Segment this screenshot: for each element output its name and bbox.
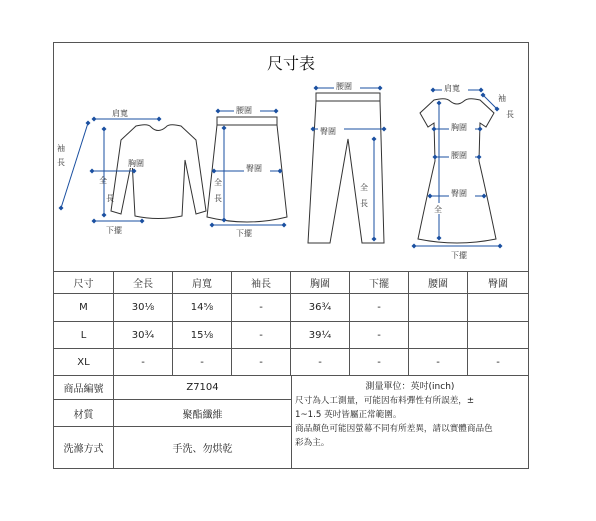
pants-length-label-b: 長 — [360, 199, 368, 208]
table-cell: - — [200, 356, 204, 368]
pants-hip-label: 臀圍 — [320, 127, 336, 136]
pants-length-label-a: 全 — [360, 183, 368, 192]
pants-outline — [308, 101, 384, 243]
header-chest: 胸圍 — [310, 279, 330, 290]
table-cell: - — [377, 302, 381, 313]
table-cell: - — [496, 356, 500, 368]
top-shoulder-label: 肩寬 — [112, 109, 128, 118]
wash-value: 手洗、勿烘乾 — [172, 444, 233, 455]
unit-note: 測量單位：英吋(inch) — [365, 381, 455, 392]
top-outline — [111, 125, 206, 219]
top-sleeve-arrow — [61, 123, 88, 208]
table-cell: 36¾ — [308, 302, 332, 313]
note-line: 1~1.5 英吋皆屬正常範圍。 — [295, 410, 402, 420]
table-cell: - — [259, 302, 263, 313]
table-cell: - — [377, 329, 381, 341]
dress-sleeve-label-b: 長 — [506, 110, 514, 119]
table-cell: 30¾ — [131, 329, 155, 341]
dress-hip-label: 臀圍 — [451, 189, 467, 198]
skirt-figure — [207, 104, 287, 238]
top-length-label-b: 長 — [106, 194, 114, 203]
dress-length-label: 全 — [434, 205, 442, 214]
table-cell — [409, 322, 467, 348]
top-sleeve-label-a: 袖 — [57, 144, 65, 153]
dress-sleeve-arrow — [483, 95, 497, 109]
skirt-chest-label: 臀圍 — [246, 164, 262, 173]
skirt-length-label-a: 全 — [214, 178, 222, 187]
top-figure — [57, 107, 206, 235]
table-cell — [468, 322, 528, 348]
note-line: 商品顏色可能因螢幕不同有所差異，請以實體商品色 — [295, 424, 493, 434]
product-code-label: 商品編號 — [63, 384, 104, 395]
top-sleeve-label-b: 長 — [57, 158, 65, 167]
dress-sleeve-label-a: 袖 — [498, 94, 506, 103]
table-cell — [409, 294, 467, 321]
size-chart-sheet — [53, 42, 529, 469]
header-length: 全長 — [133, 279, 153, 290]
header-hem: 下擺 — [369, 279, 389, 290]
dress-hem-label: 下擺 — [451, 251, 467, 260]
material-value: 聚酯纖維 — [182, 409, 223, 421]
material-label: 材質 — [73, 409, 94, 421]
table-cell: M — [79, 302, 88, 313]
skirt-outline — [207, 125, 287, 222]
top-hem-label: 下擺 — [106, 226, 122, 235]
top-length-label-a: 全 — [99, 176, 107, 185]
table-cell: 15⅛ — [190, 329, 214, 341]
skirt-waist-label: 腰圍 — [236, 106, 252, 115]
dress-chest-label: 胸圍 — [451, 123, 467, 132]
header-waist: 腰圍 — [428, 279, 448, 290]
table-cell: - — [318, 356, 322, 368]
measurement-notes — [295, 394, 527, 450]
top-chest-label: 胸圍 — [128, 159, 144, 168]
table-cell: - — [377, 356, 381, 368]
table-cell: - — [436, 356, 440, 368]
header-size: 尺寸 — [73, 279, 94, 290]
header-shoulder: 肩寬 — [192, 279, 212, 290]
note-line: 彩為主。 — [295, 438, 330, 448]
table-cell: L — [80, 329, 87, 341]
dress-outline — [418, 99, 496, 243]
product-code-value: Z7104 — [186, 382, 219, 393]
table-cell: - — [259, 356, 263, 368]
table-cell — [468, 294, 528, 321]
wash-label: 洗滌方式 — [63, 444, 104, 455]
pants-figure — [308, 80, 384, 243]
table-cell: - — [141, 356, 145, 368]
table-cell: 30⅛ — [131, 302, 155, 313]
table-cell: XL — [77, 356, 90, 368]
pants-waist-label: 腰圍 — [336, 82, 352, 91]
skirt-length-label-b: 長 — [214, 194, 222, 203]
note-line: 尺寸為人工測量，可能因布料彈性有所誤差，± — [295, 396, 475, 406]
dress-figure — [414, 82, 514, 260]
table-cell: 14⅝ — [190, 302, 214, 313]
table-cell: - — [259, 329, 263, 341]
header-hip: 臀圍 — [488, 279, 508, 290]
table-cell: 39¼ — [308, 329, 332, 341]
header-sleeve: 袖長 — [251, 279, 271, 290]
dress-shoulder-label: 肩寬 — [444, 84, 460, 93]
dress-waist-label: 腰圍 — [451, 151, 467, 160]
skirt-hem-label: 下擺 — [236, 229, 252, 238]
chart-title: 尺寸表 — [266, 54, 315, 73]
